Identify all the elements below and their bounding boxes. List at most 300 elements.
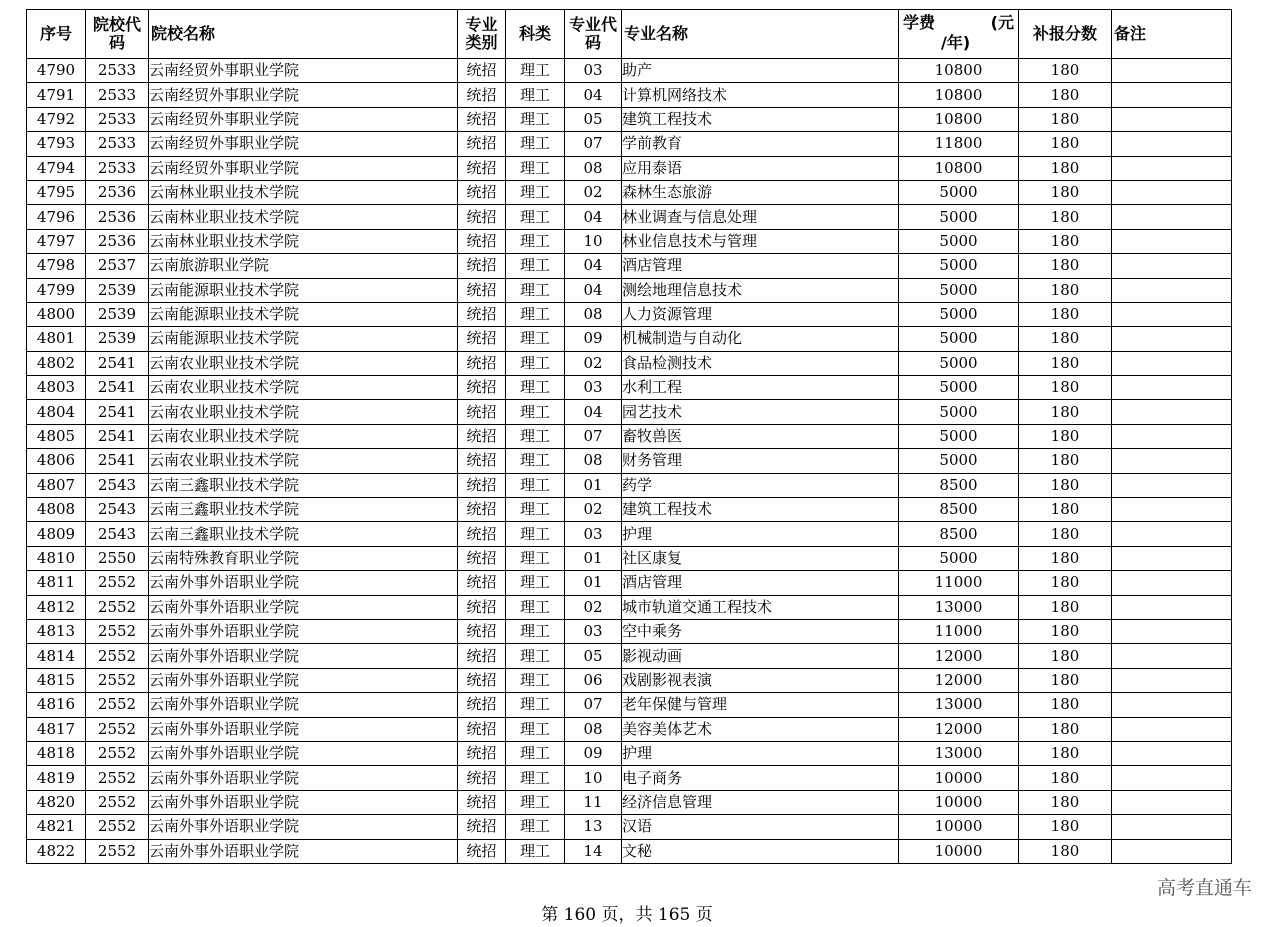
- major-type-cell: 统招: [458, 400, 506, 424]
- fee-cell: 8500: [899, 522, 1019, 546]
- table-row: [27, 644, 1232, 668]
- major-type-cell: 统招: [458, 522, 506, 546]
- category-cell: 理工: [506, 376, 565, 400]
- school-code-cell: 2536: [86, 229, 149, 253]
- school-code-cell: 2552: [86, 693, 149, 717]
- note-cell: [1112, 571, 1232, 595]
- category-cell: 理工: [506, 132, 565, 156]
- major-name-cell: 森林生态旅游: [622, 180, 899, 204]
- major-code-cell: 03: [565, 619, 622, 643]
- school-name-cell: 云南经贸外事职业学院: [149, 107, 458, 131]
- fee-cell: 10800: [899, 156, 1019, 180]
- table-row: [27, 302, 1232, 326]
- school-code-cell: 2533: [86, 83, 149, 107]
- score-cell: 180: [1019, 132, 1112, 156]
- seq-cell: 4816: [27, 693, 86, 717]
- seq-cell: 4822: [27, 839, 86, 863]
- score-cell: 180: [1019, 400, 1112, 424]
- score-cell: 180: [1019, 693, 1112, 717]
- major-name-cell: 财务管理: [622, 449, 899, 473]
- header-fee-unit-a: (元: [990, 13, 1014, 32]
- school-code-cell: 2533: [86, 132, 149, 156]
- category-cell: 理工: [506, 595, 565, 619]
- major-type-cell: 统招: [458, 644, 506, 668]
- major-name-cell: 园艺技术: [622, 400, 899, 424]
- school-code-cell: 2536: [86, 205, 149, 229]
- school-code-cell: 2533: [86, 107, 149, 131]
- fee-cell: 5000: [899, 449, 1019, 473]
- major-code-cell: 10: [565, 229, 622, 253]
- school-name-cell: 云南外事外语职业学院: [149, 766, 458, 790]
- major-type-cell: 统招: [458, 668, 506, 692]
- school-code-cell: 2533: [86, 156, 149, 180]
- score-cell: 180: [1019, 839, 1112, 863]
- table-row: [27, 205, 1232, 229]
- school-name-cell: 云南外事外语职业学院: [149, 717, 458, 741]
- score-cell: 180: [1019, 619, 1112, 643]
- score-cell: 180: [1019, 254, 1112, 278]
- major-type-cell: 统招: [458, 278, 506, 302]
- seq-cell: 4819: [27, 766, 86, 790]
- major-type-cell: 统招: [458, 449, 506, 473]
- school-name-cell: 云南农业职业技术学院: [149, 351, 458, 375]
- score-cell: 180: [1019, 522, 1112, 546]
- score-cell: 180: [1019, 815, 1112, 839]
- score-cell: 180: [1019, 424, 1112, 448]
- major-name-cell: 建筑工程技术: [622, 498, 899, 522]
- major-type-cell: 统招: [458, 424, 506, 448]
- school-name-cell: 云南外事外语职业学院: [149, 790, 458, 814]
- major-type-cell: 统招: [458, 498, 506, 522]
- table-row: [27, 498, 1232, 522]
- table-row: [27, 473, 1232, 497]
- seq-cell: 4792: [27, 107, 86, 131]
- major-code-cell: 01: [565, 546, 622, 570]
- major-name-cell: 酒店管理: [622, 254, 899, 278]
- table-row: [27, 424, 1232, 448]
- major-name-cell: 文秘: [622, 839, 899, 863]
- header-major-name: 专业名称: [622, 10, 899, 59]
- table-row: [27, 376, 1232, 400]
- seq-cell: 4815: [27, 668, 86, 692]
- category-cell: 理工: [506, 424, 565, 448]
- seq-cell: 4801: [27, 327, 86, 351]
- fee-cell: 5000: [899, 424, 1019, 448]
- header-school-name: 院校名称: [149, 10, 458, 59]
- major-code-cell: 02: [565, 180, 622, 204]
- fee-cell: 5000: [899, 254, 1019, 278]
- school-code-cell: 2550: [86, 546, 149, 570]
- fee-cell: 5000: [899, 400, 1019, 424]
- major-name-cell: 计算机网络技术: [622, 83, 899, 107]
- note-cell: [1112, 498, 1232, 522]
- school-code-cell: 2539: [86, 278, 149, 302]
- note-cell: [1112, 693, 1232, 717]
- score-cell: 180: [1019, 595, 1112, 619]
- major-type-cell: 统招: [458, 351, 506, 375]
- category-cell: 理工: [506, 766, 565, 790]
- seq-cell: 4808: [27, 498, 86, 522]
- major-type-cell: 统招: [458, 790, 506, 814]
- category-cell: 理工: [506, 546, 565, 570]
- table-row: [27, 546, 1232, 570]
- school-code-cell: 2536: [86, 180, 149, 204]
- major-type-cell: 统招: [458, 693, 506, 717]
- note-cell: [1112, 205, 1232, 229]
- table-row: [27, 839, 1232, 863]
- seq-cell: 4805: [27, 424, 86, 448]
- score-cell: 180: [1019, 327, 1112, 351]
- major-code-cell: 08: [565, 156, 622, 180]
- seq-cell: 4820: [27, 790, 86, 814]
- seq-cell: 4812: [27, 595, 86, 619]
- major-type-cell: 统招: [458, 132, 506, 156]
- school-name-cell: 云南农业职业技术学院: [149, 449, 458, 473]
- table-row: [27, 156, 1232, 180]
- note-cell: [1112, 815, 1232, 839]
- category-cell: 理工: [506, 278, 565, 302]
- major-name-cell: 护理: [622, 741, 899, 765]
- table-body: [27, 59, 1232, 864]
- major-type-cell: 统招: [458, 595, 506, 619]
- note-cell: [1112, 522, 1232, 546]
- major-type-cell: 统招: [458, 59, 506, 83]
- table-row: [27, 619, 1232, 643]
- major-name-cell: 人力资源管理: [622, 302, 899, 326]
- school-name-cell: 云南经贸外事职业学院: [149, 132, 458, 156]
- major-type-cell: 统招: [458, 254, 506, 278]
- score-cell: 180: [1019, 644, 1112, 668]
- note-cell: [1112, 595, 1232, 619]
- note-cell: [1112, 424, 1232, 448]
- category-cell: 理工: [506, 790, 565, 814]
- page-footer: 第 160 页，共 165 页: [541, 905, 713, 925]
- note-cell: [1112, 132, 1232, 156]
- category-cell: 理工: [506, 254, 565, 278]
- fee-cell: 12000: [899, 717, 1019, 741]
- school-name-cell: 云南旅游职业学院: [149, 254, 458, 278]
- score-cell: 180: [1019, 766, 1112, 790]
- major-name-cell: 戏剧影视表演: [622, 668, 899, 692]
- school-name-cell: 云南农业职业技术学院: [149, 400, 458, 424]
- major-type-cell: 统招: [458, 205, 506, 229]
- category-cell: 理工: [506, 473, 565, 497]
- category-cell: 理工: [506, 498, 565, 522]
- category-cell: 理工: [506, 59, 565, 83]
- table-row: [27, 327, 1232, 351]
- major-type-cell: 统招: [458, 717, 506, 741]
- category-cell: 理工: [506, 302, 565, 326]
- note-cell: [1112, 449, 1232, 473]
- score-cell: 180: [1019, 717, 1112, 741]
- score-cell: 180: [1019, 376, 1112, 400]
- table-row: [27, 180, 1232, 204]
- school-code-cell: 2552: [86, 741, 149, 765]
- seq-cell: 4799: [27, 278, 86, 302]
- score-cell: 180: [1019, 156, 1112, 180]
- major-code-cell: 08: [565, 449, 622, 473]
- major-name-cell: 林业调查与信息处理: [622, 205, 899, 229]
- school-name-cell: 云南特殊教育职业学院: [149, 546, 458, 570]
- major-code-cell: 13: [565, 815, 622, 839]
- category-cell: 理工: [506, 83, 565, 107]
- school-code-cell: 2537: [86, 254, 149, 278]
- header-fee-unit-b: /年): [941, 33, 971, 52]
- score-cell: 180: [1019, 205, 1112, 229]
- fee-cell: 5000: [899, 278, 1019, 302]
- major-code-cell: 02: [565, 498, 622, 522]
- fee-cell: 5000: [899, 376, 1019, 400]
- score-cell: 180: [1019, 278, 1112, 302]
- school-name-cell: 云南农业职业技术学院: [149, 376, 458, 400]
- score-cell: 180: [1019, 107, 1112, 131]
- major-name-cell: 畜牧兽医: [622, 424, 899, 448]
- score-cell: 180: [1019, 498, 1112, 522]
- note-cell: [1112, 790, 1232, 814]
- table-row: [27, 522, 1232, 546]
- fee-cell: 10000: [899, 839, 1019, 863]
- major-name-cell: 林业信息技术与管理: [622, 229, 899, 253]
- school-code-cell: 2552: [86, 717, 149, 741]
- category-cell: 理工: [506, 571, 565, 595]
- fee-cell: 5000: [899, 327, 1019, 351]
- major-name-cell: 老年保健与管理: [622, 693, 899, 717]
- school-name-cell: 云南能源职业技术学院: [149, 327, 458, 351]
- fee-cell: 10000: [899, 766, 1019, 790]
- table-row: [27, 815, 1232, 839]
- major-code-cell: 10: [565, 766, 622, 790]
- major-code-cell: 11: [565, 790, 622, 814]
- note-cell: [1112, 302, 1232, 326]
- note-cell: [1112, 668, 1232, 692]
- seq-cell: 4821: [27, 815, 86, 839]
- fee-cell: 5000: [899, 205, 1019, 229]
- note-cell: [1112, 473, 1232, 497]
- school-code-cell: 2541: [86, 400, 149, 424]
- seq-cell: 4807: [27, 473, 86, 497]
- category-cell: 理工: [506, 815, 565, 839]
- category-cell: 理工: [506, 717, 565, 741]
- note-cell: [1112, 327, 1232, 351]
- major-code-cell: 04: [565, 400, 622, 424]
- table-row: [27, 254, 1232, 278]
- watermark: 高考直通车: [1156, 877, 1252, 899]
- school-code-cell: 2539: [86, 302, 149, 326]
- school-name-cell: 云南农业职业技术学院: [149, 424, 458, 448]
- note-cell: [1112, 351, 1232, 375]
- school-code-cell: 2552: [86, 790, 149, 814]
- category-cell: 理工: [506, 107, 565, 131]
- category-cell: 理工: [506, 741, 565, 765]
- category-cell: 理工: [506, 351, 565, 375]
- school-code-cell: 2552: [86, 644, 149, 668]
- score-cell: 180: [1019, 83, 1112, 107]
- major-name-cell: 社区康复: [622, 546, 899, 570]
- fee-cell: 13000: [899, 741, 1019, 765]
- major-name-cell: 应用泰语: [622, 156, 899, 180]
- school-code-cell: 2541: [86, 424, 149, 448]
- category-cell: 理工: [506, 400, 565, 424]
- note-cell: [1112, 229, 1232, 253]
- category-cell: 理工: [506, 205, 565, 229]
- table-row: [27, 229, 1232, 253]
- category-cell: 理工: [506, 693, 565, 717]
- header-major-code: 专业代码: [565, 10, 622, 59]
- category-cell: 理工: [506, 449, 565, 473]
- note-cell: [1112, 107, 1232, 131]
- major-name-cell: 影视动画: [622, 644, 899, 668]
- major-code-cell: 06: [565, 668, 622, 692]
- school-name-cell: 云南能源职业技术学院: [149, 302, 458, 326]
- school-name-cell: 云南经贸外事职业学院: [149, 83, 458, 107]
- fee-cell: 8500: [899, 473, 1019, 497]
- major-name-cell: 学前教育: [622, 132, 899, 156]
- table-row: [27, 278, 1232, 302]
- category-cell: 理工: [506, 327, 565, 351]
- seq-cell: 4803: [27, 376, 86, 400]
- major-type-cell: 统招: [458, 327, 506, 351]
- note-cell: [1112, 254, 1232, 278]
- note-cell: [1112, 741, 1232, 765]
- major-code-cell: 07: [565, 424, 622, 448]
- table-row: [27, 400, 1232, 424]
- admission-table: [26, 9, 1232, 864]
- major-type-cell: 统招: [458, 229, 506, 253]
- table-row: [27, 351, 1232, 375]
- table-row: [27, 595, 1232, 619]
- seq-cell: 4813: [27, 619, 86, 643]
- major-code-cell: 07: [565, 693, 622, 717]
- category-cell: 理工: [506, 522, 565, 546]
- school-name-cell: 云南外事外语职业学院: [149, 571, 458, 595]
- major-code-cell: 08: [565, 302, 622, 326]
- school-name-cell: 云南林业职业技术学院: [149, 229, 458, 253]
- header-note: 备注: [1112, 10, 1232, 59]
- school-code-cell: 2539: [86, 327, 149, 351]
- major-name-cell: 药学: [622, 473, 899, 497]
- seq-cell: 4817: [27, 717, 86, 741]
- major-code-cell: 03: [565, 376, 622, 400]
- note-cell: [1112, 766, 1232, 790]
- seq-cell: 4811: [27, 571, 86, 595]
- school-code-cell: 2552: [86, 595, 149, 619]
- category-cell: 理工: [506, 619, 565, 643]
- fee-cell: 5000: [899, 180, 1019, 204]
- table-row: [27, 717, 1232, 741]
- seq-cell: 4790: [27, 59, 86, 83]
- score-cell: 180: [1019, 668, 1112, 692]
- header-row: [27, 10, 1232, 59]
- major-code-cell: 07: [565, 132, 622, 156]
- header-score: 补报分数: [1019, 10, 1112, 59]
- header-fee: [899, 10, 1019, 59]
- table-row: [27, 83, 1232, 107]
- seq-cell: 4797: [27, 229, 86, 253]
- category-cell: 理工: [506, 180, 565, 204]
- note-cell: [1112, 376, 1232, 400]
- major-code-cell: 05: [565, 644, 622, 668]
- school-code-cell: 2543: [86, 522, 149, 546]
- note-cell: [1112, 83, 1232, 107]
- fee-cell: 12000: [899, 668, 1019, 692]
- table-row: [27, 741, 1232, 765]
- major-code-cell: 04: [565, 83, 622, 107]
- seq-cell: 4818: [27, 741, 86, 765]
- major-code-cell: 05: [565, 107, 622, 131]
- major-code-cell: 02: [565, 351, 622, 375]
- major-type-cell: 统招: [458, 156, 506, 180]
- fee-cell: 13000: [899, 693, 1019, 717]
- school-name-cell: 云南林业职业技术学院: [149, 205, 458, 229]
- school-code-cell: 2541: [86, 351, 149, 375]
- table-row: [27, 790, 1232, 814]
- school-name-cell: 云南外事外语职业学院: [149, 741, 458, 765]
- category-cell: 理工: [506, 156, 565, 180]
- major-type-cell: 统招: [458, 619, 506, 643]
- major-type-cell: 统招: [458, 815, 506, 839]
- fee-cell: 10800: [899, 107, 1019, 131]
- fee-cell: 11000: [899, 571, 1019, 595]
- category-cell: 理工: [506, 229, 565, 253]
- seq-cell: 4791: [27, 83, 86, 107]
- major-type-cell: 统招: [458, 839, 506, 863]
- major-code-cell: 08: [565, 717, 622, 741]
- school-code-cell: 2533: [86, 59, 149, 83]
- major-type-cell: 统招: [458, 83, 506, 107]
- school-name-cell: 云南外事外语职业学院: [149, 693, 458, 717]
- category-cell: 理工: [506, 839, 565, 863]
- score-cell: 180: [1019, 302, 1112, 326]
- school-name-cell: 云南经贸外事职业学院: [149, 156, 458, 180]
- table-row: [27, 668, 1232, 692]
- major-code-cell: 14: [565, 839, 622, 863]
- fee-cell: 11800: [899, 132, 1019, 156]
- major-name-cell: 护理: [622, 522, 899, 546]
- school-name-cell: 云南三鑫职业技术学院: [149, 498, 458, 522]
- school-code-cell: 2552: [86, 571, 149, 595]
- school-name-cell: 云南外事外语职业学院: [149, 644, 458, 668]
- seq-cell: 4794: [27, 156, 86, 180]
- seq-cell: 4793: [27, 132, 86, 156]
- major-code-cell: 03: [565, 59, 622, 83]
- major-type-cell: 统招: [458, 376, 506, 400]
- category-cell: 理工: [506, 668, 565, 692]
- school-code-cell: 2552: [86, 839, 149, 863]
- major-code-cell: 09: [565, 741, 622, 765]
- major-name-cell: 经济信息管理: [622, 790, 899, 814]
- fee-cell: 11000: [899, 619, 1019, 643]
- category-cell: 理工: [506, 644, 565, 668]
- header-major-type: 专业类别: [458, 10, 506, 59]
- major-code-cell: 03: [565, 522, 622, 546]
- major-code-cell: 04: [565, 254, 622, 278]
- fee-cell: 5000: [899, 229, 1019, 253]
- major-code-cell: 01: [565, 473, 622, 497]
- note-cell: [1112, 644, 1232, 668]
- major-type-cell: 统招: [458, 741, 506, 765]
- major-name-cell: 测绘地理信息技术: [622, 278, 899, 302]
- major-type-cell: 统招: [458, 180, 506, 204]
- school-name-cell: 云南三鑫职业技术学院: [149, 522, 458, 546]
- score-cell: 180: [1019, 741, 1112, 765]
- seq-cell: 4804: [27, 400, 86, 424]
- score-cell: 180: [1019, 351, 1112, 375]
- school-name-cell: 云南外事外语职业学院: [149, 619, 458, 643]
- score-cell: 180: [1019, 180, 1112, 204]
- school-name-cell: 云南外事外语职业学院: [149, 595, 458, 619]
- fee-cell: 12000: [899, 644, 1019, 668]
- major-type-cell: 统招: [458, 107, 506, 131]
